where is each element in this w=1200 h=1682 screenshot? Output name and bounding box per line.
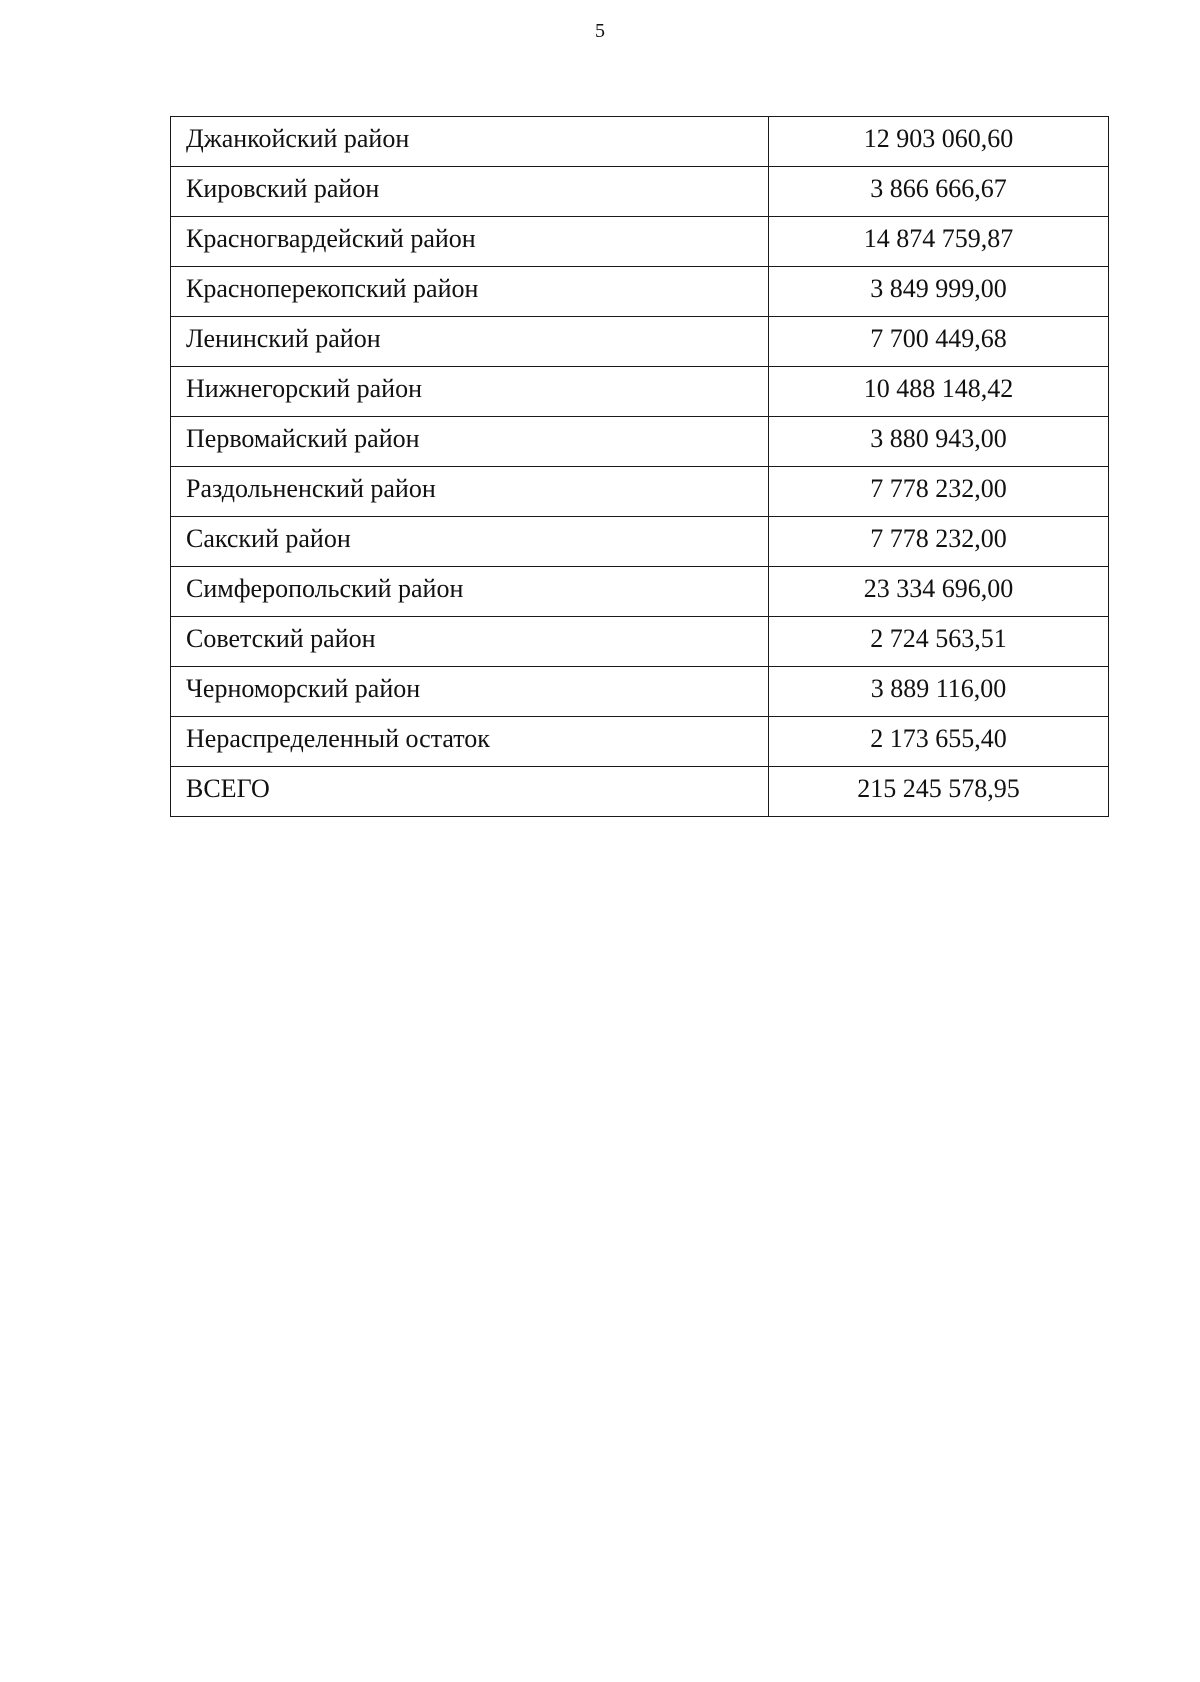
district-amount: 3 889 116,00 bbox=[769, 667, 1109, 717]
table-row bbox=[171, 667, 1109, 717]
district-name: Черноморский район bbox=[171, 667, 769, 717]
table-row bbox=[171, 617, 1109, 667]
district-amount: 7 700 449,68 bbox=[769, 317, 1109, 367]
table-row bbox=[171, 567, 1109, 617]
district-name: Джанкойский район bbox=[171, 117, 769, 167]
district-name: Симферопольский район bbox=[171, 567, 769, 617]
district-amount: 7 778 232,00 bbox=[769, 467, 1109, 517]
table-row bbox=[171, 167, 1109, 217]
page-number: 5 bbox=[595, 20, 605, 42]
district-amount: 2 724 563,51 bbox=[769, 617, 1109, 667]
table-row bbox=[171, 517, 1109, 567]
table-row bbox=[171, 217, 1109, 267]
district-amount: 3 866 666,67 bbox=[769, 167, 1109, 217]
allocation-table bbox=[170, 116, 1109, 817]
district-amount: 14 874 759,87 bbox=[769, 217, 1109, 267]
table-row bbox=[171, 717, 1109, 767]
district-amount: 12 903 060,60 bbox=[769, 117, 1109, 167]
district-name: Ленинский район bbox=[171, 317, 769, 367]
district-name: Первомайский район bbox=[171, 417, 769, 467]
table-row bbox=[171, 117, 1109, 167]
district-name: Раздольненский район bbox=[171, 467, 769, 517]
district-name: Кировский район bbox=[171, 167, 769, 217]
table-row bbox=[171, 467, 1109, 517]
unallocated-amount: 2 173 655,40 bbox=[769, 717, 1109, 767]
district-amount: 3 849 999,00 bbox=[769, 267, 1109, 317]
district-name: Красноперекопский район bbox=[171, 267, 769, 317]
district-amount: 3 880 943,00 bbox=[769, 417, 1109, 467]
district-name: Сакский район bbox=[171, 517, 769, 567]
table-row bbox=[171, 417, 1109, 467]
total-label: ВСЕГО bbox=[171, 767, 769, 817]
district-amount: 10 488 148,42 bbox=[769, 367, 1109, 417]
district-name: Нижнегорский район bbox=[171, 367, 769, 417]
total-amount: 215 245 578,95 bbox=[769, 767, 1109, 817]
unallocated-label: Нераспределенный остаток bbox=[171, 717, 769, 767]
total-row bbox=[171, 767, 1109, 817]
table-row bbox=[171, 367, 1109, 417]
table-row bbox=[171, 267, 1109, 317]
district-amount: 23 334 696,00 bbox=[769, 567, 1109, 617]
table-row bbox=[171, 317, 1109, 367]
district-name: Советский район bbox=[171, 617, 769, 667]
district-amount: 7 778 232,00 bbox=[769, 517, 1109, 567]
district-name: Красногвардейский район bbox=[171, 217, 769, 267]
